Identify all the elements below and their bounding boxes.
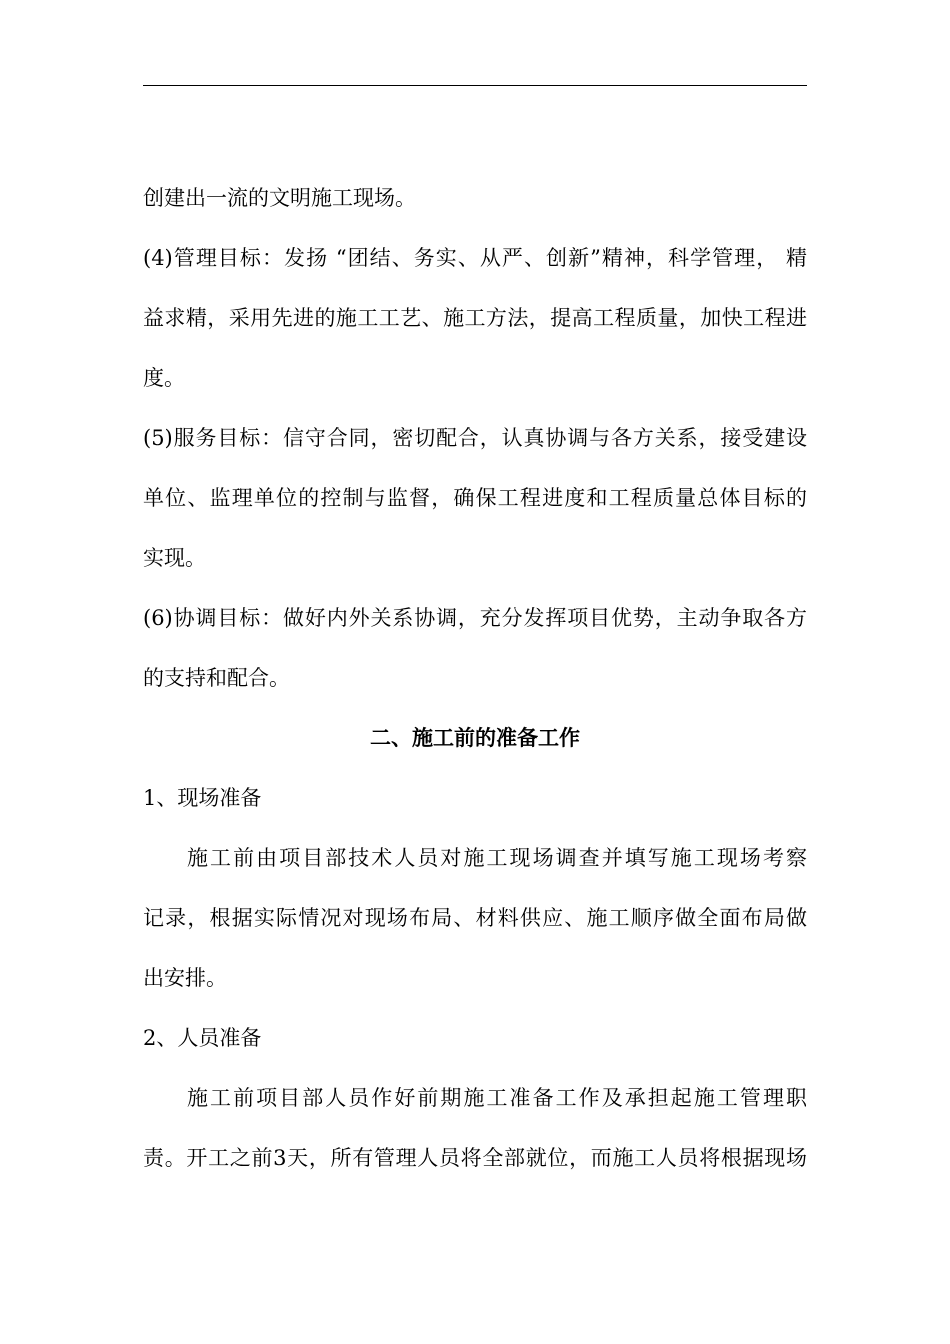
header-rule (143, 85, 807, 86)
paragraph-line: 施工前项目部人员作好前期施工准备工作及承担起施工管理职 (187, 1086, 807, 1110)
management-goal-line: (4)管理目标：发扬 “团结、务实、从严、创新”精神，科学管理， 精 (143, 246, 807, 270)
paragraph-line: 益求精，采用先进的施工工艺、施工方法，提高工程质量，加快工程进 (143, 306, 807, 330)
paragraph-line: 记录，根据实际情况对现场布局、材料供应、施工顺序做全面布局做 (143, 906, 807, 930)
paragraph-line: 实现。 (143, 546, 206, 570)
subsection-heading-site: 1、现场准备 (143, 786, 262, 810)
paragraph-line: 创建出一流的文明施工现场。 (143, 186, 416, 210)
paragraph-line: 度。 (143, 366, 185, 390)
paragraph-line: 单位、监理单位的控制与监督，确保工程进度和工程质量总体目标的 (143, 486, 807, 510)
service-goal-line: (5)服务目标：信守合同，密切配合，认真协调与各方关系，接受建设 (143, 426, 807, 450)
paragraph-line: 施工前由项目部技术人员对施工现场调查并填写施工现场考察 (187, 846, 807, 870)
paragraph-line: 责。开工之前3天，所有管理人员将全部就位，而施工人员将根据现场 (143, 1146, 807, 1170)
paragraph-line: 的支持和配合。 (143, 666, 290, 690)
coordination-goal-line: (6)协调目标：做好内外关系协调，充分发挥项目优势，主动争取各方 (143, 606, 807, 630)
document-body (143, 186, 807, 1206)
subsection-heading-personnel: 2、人员准备 (143, 1026, 262, 1050)
paragraph-line: 出安排。 (143, 966, 227, 990)
section-heading: 二、施工前的准备工作 (370, 725, 580, 750)
